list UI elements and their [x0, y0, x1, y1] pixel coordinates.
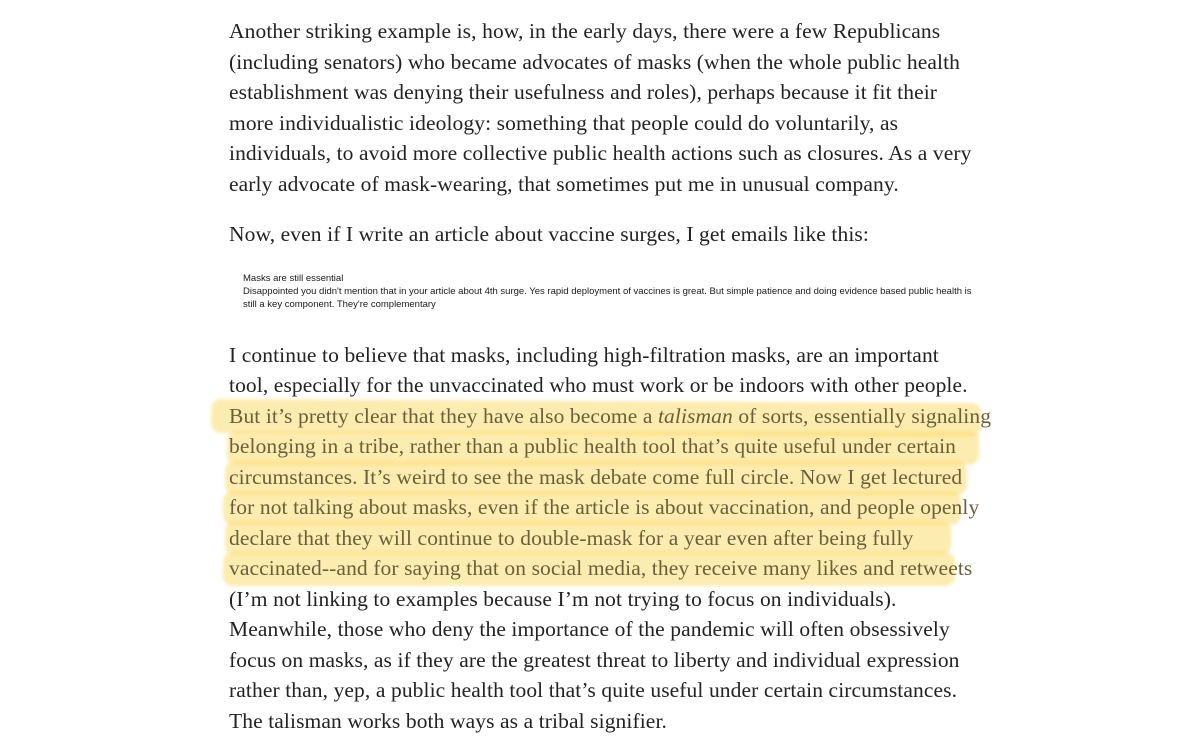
- text-line: I continue to believe that masks, including high-filtration masks, are an important: [229, 343, 939, 367]
- text-segment: of sorts, essentially signaling: [732, 404, 992, 428]
- highlighted-text-line: for not talking about masks, even if the article is about vaccination, and people openly: [229, 495, 980, 519]
- text-line: Meanwhile, those who deny the importance of the pandemic will often obsessively: [229, 617, 950, 641]
- email-excerpt: [243, 272, 973, 311]
- text-line: more individualistic ideology: something that people could do voluntarily, as: [229, 111, 899, 135]
- text-line: focus on masks, as if they are the greatest threat to liberty and individual expression: [229, 648, 960, 672]
- email-body: Disappointed you didn't mention that in your article about 4th surge. Yes rapid deployment of vaccines is great. But simple patience and doing evidence based public health is still a key component. They're complementary: [243, 286, 972, 310]
- text-line: rather than, yep, a public health tool that’s quite useful under certain circumstances.: [229, 678, 958, 702]
- text-line: (I’m not linking to examples because I’m not trying to focus on individuals).: [229, 587, 897, 611]
- highlighted-text-line: declare that they will continue to double-mask for a year even after being fully: [229, 526, 914, 550]
- text-line: individuals, to avoid more collective public health actions such as closures. As a very: [229, 141, 972, 165]
- highlighted-text-line: [229, 401, 991, 431]
- highlighted-text-line: vaccinated--and for saying that on social media, they receive many likes and retweets: [229, 556, 973, 580]
- highlighted-text-line: circumstances. It’s weird to see the mask debate come full circle. Now I get lectured: [229, 465, 963, 489]
- text-line: (including senators) who became advocates of masks (when the whole public health: [229, 50, 961, 74]
- text-line: tool, especially for the unvaccinated who must work or be indoors with other people.: [229, 373, 968, 397]
- text-line: early advocate of mask-wearing, that sometimes put me in unusual company.: [229, 172, 899, 196]
- paragraph-emails-intro: Now, even if I write an article about vaccine surges, I get emails like this:: [229, 222, 869, 246]
- text-segment: But it’s pretty clear that they have also become a: [229, 404, 658, 428]
- email-subject: Masks are still essential: [243, 273, 344, 284]
- text-line: The talisman works both ways as a tribal signifier.: [229, 709, 667, 733]
- text-line: Another striking example is, how, in the early days, there were a few Republicans: [229, 19, 941, 43]
- highlighted-text-line: belonging in a tribe, rather than a public health tool that’s quite useful under certain: [229, 434, 957, 458]
- talisman-emphasis: talisman: [657, 404, 733, 428]
- text-line: establishment was denying their usefulness and roles), perhaps because it fit their: [229, 80, 938, 104]
